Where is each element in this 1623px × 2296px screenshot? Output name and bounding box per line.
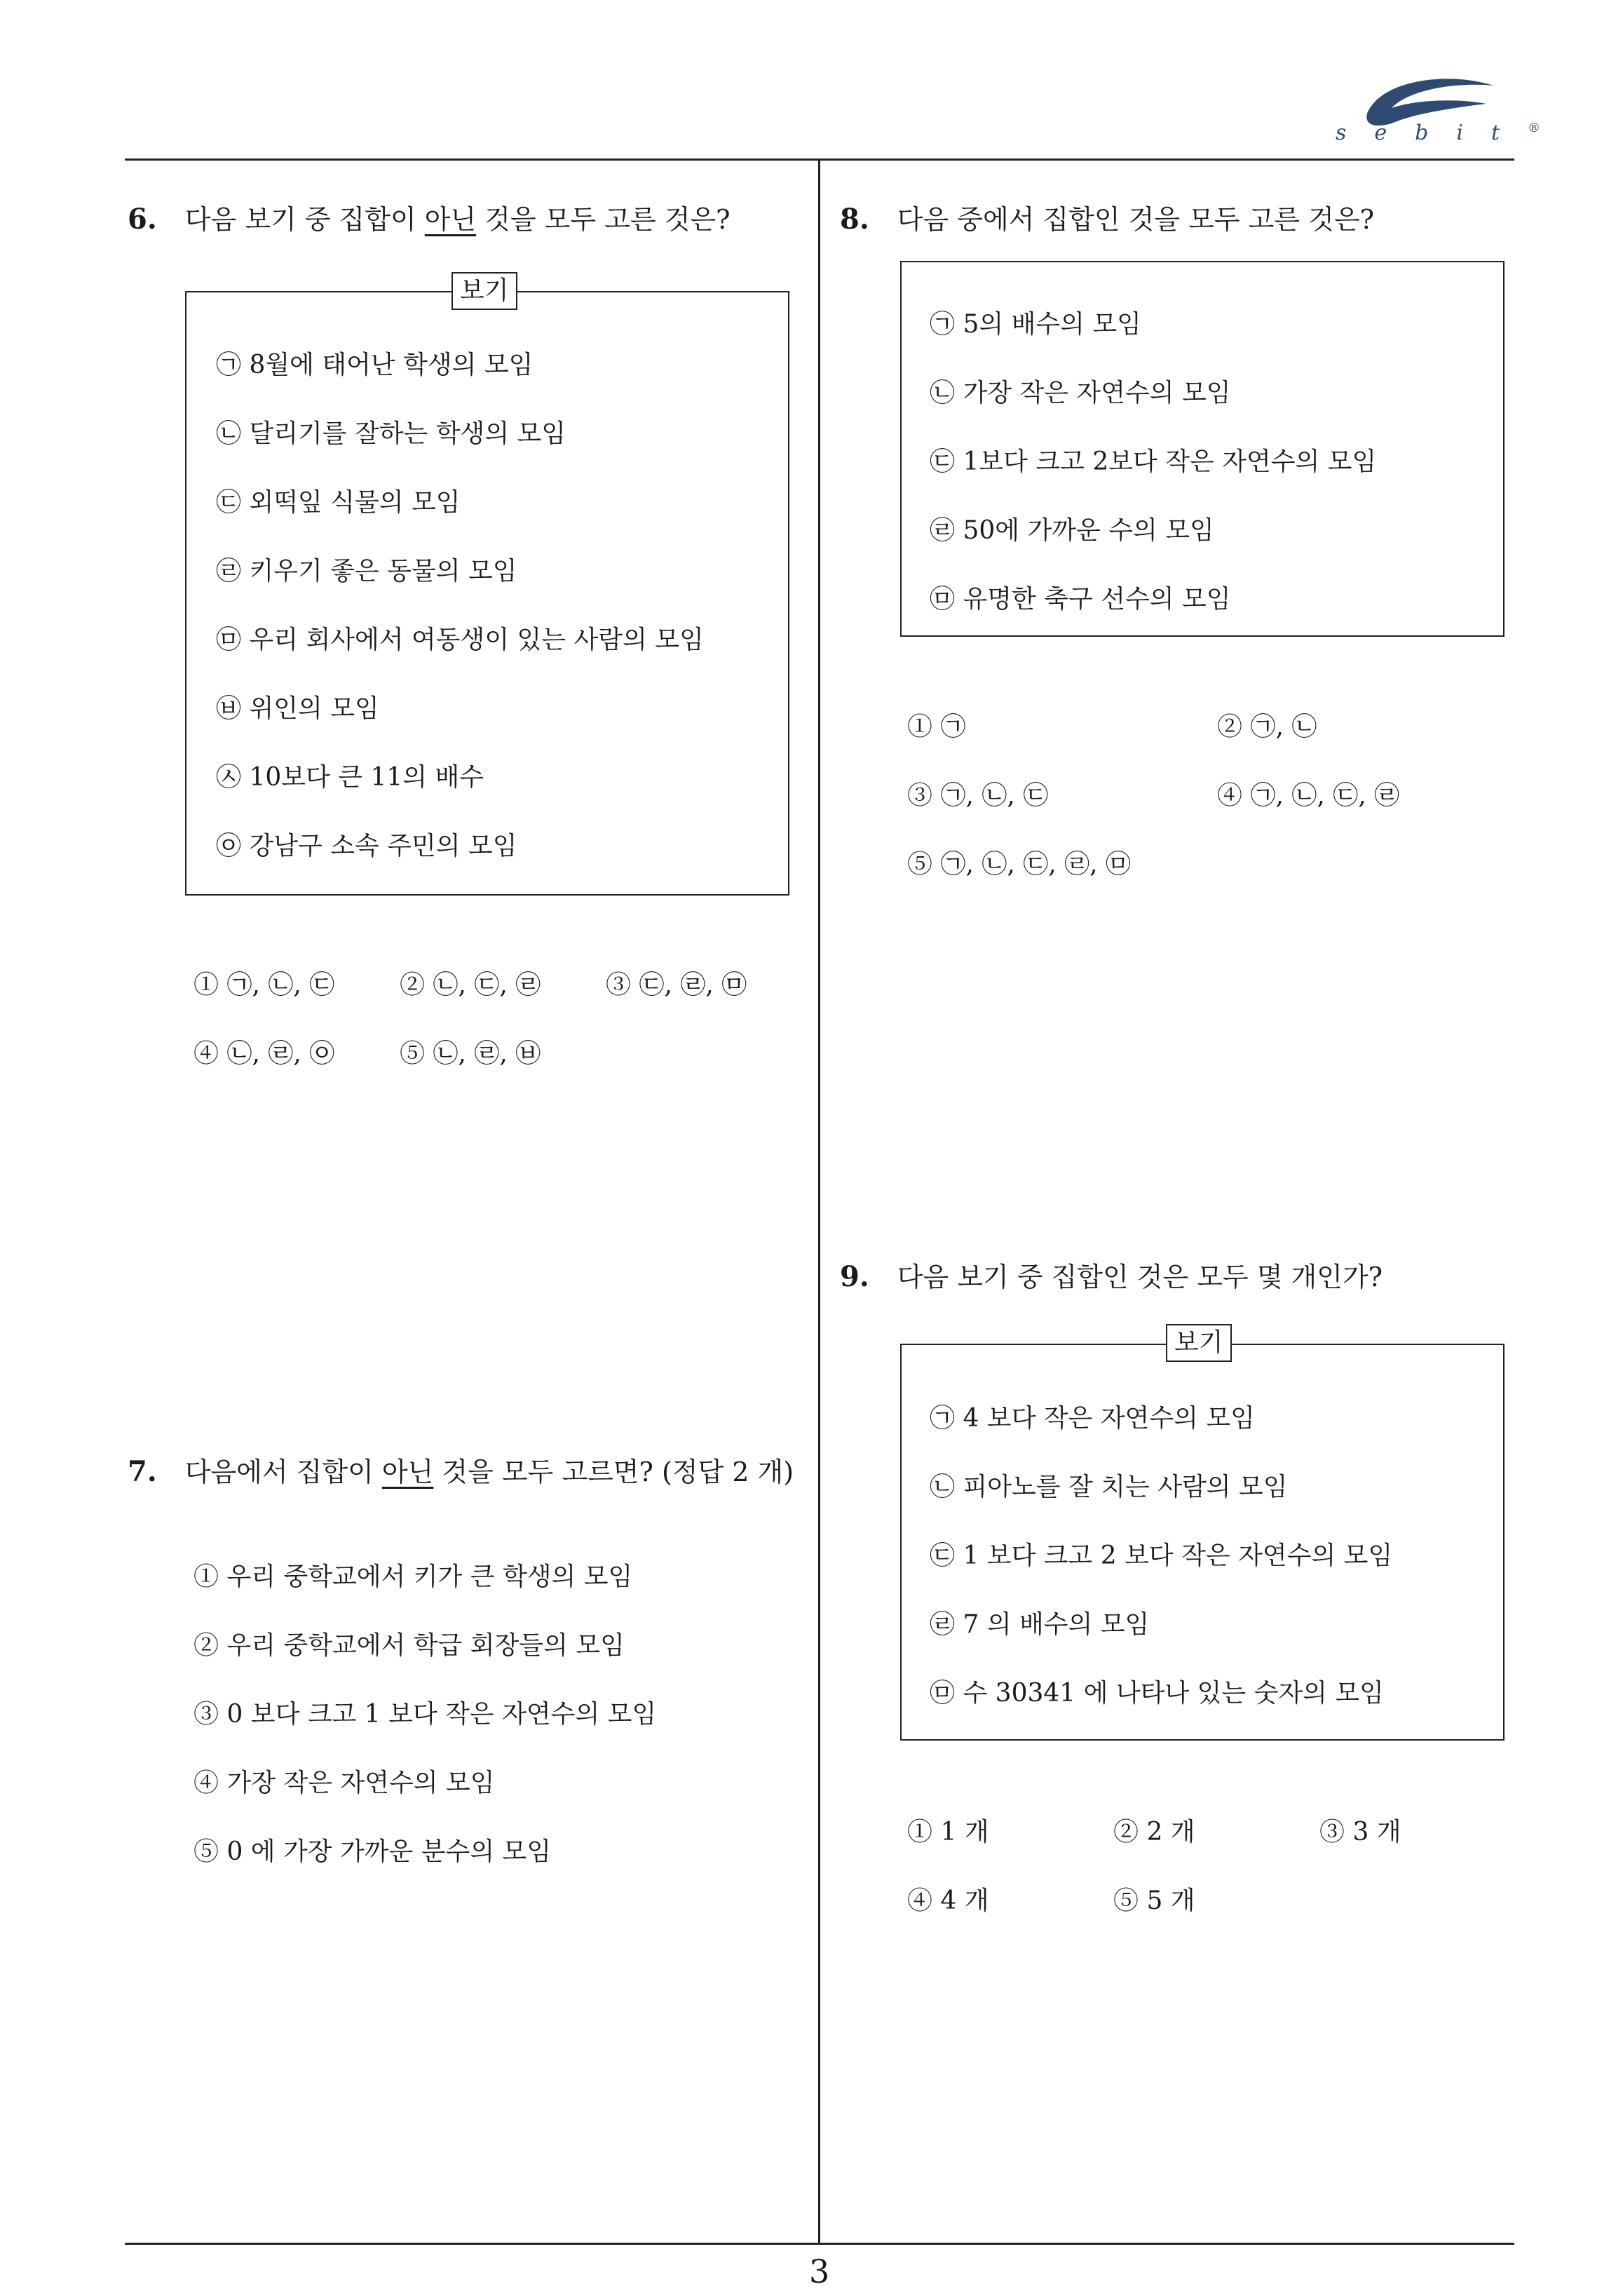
answer-choice[interactable]: ⑤ 5 개 xyxy=(1113,1886,1195,1915)
answer-choice[interactable]: ③ ㉢, ㉣, ㉤ xyxy=(606,971,747,999)
question-number: 6. xyxy=(128,203,157,236)
footer-rule xyxy=(125,2243,1514,2245)
page-number: 3 xyxy=(809,2253,830,2290)
question-number: 9. xyxy=(840,1260,869,1293)
bogi-item: ㉢ 외떡잎 식물의 모임 xyxy=(216,488,461,517)
answer-choice[interactable]: ① ㉠, ㉡, ㉢ xyxy=(193,971,335,999)
bogi-item: ㉤ 수 30341 에 나타나 있는 숫자의 모임 xyxy=(930,1679,1384,1708)
question-6: 6. 다음 보기 중 집합이 아닌 것을 모두 고른 것은? xyxy=(128,203,731,236)
question-8: 8. 다음 중에서 집합인 것을 모두 고른 것은? xyxy=(840,203,1374,236)
question-number: 7. xyxy=(128,1455,157,1488)
bogi-item: ㉥ 위인의 모임 xyxy=(216,694,379,723)
answer-choice[interactable]: ① ㉠ xyxy=(907,713,966,741)
column-divider xyxy=(818,158,820,2244)
bogi-label: 보기 xyxy=(1166,1324,1232,1362)
answer-choice[interactable]: ③ 0 보다 크고 1 보다 작은 자연수의 모임 xyxy=(193,1700,657,1729)
bogi-item: ㉠ 4 보다 작은 자연수의 모임 xyxy=(930,1404,1255,1433)
answer-choice[interactable]: ② 2 개 xyxy=(1113,1818,1195,1846)
answer-choice[interactable]: ⑤ 0 에 가장 가까운 분수의 모임 xyxy=(193,1837,552,1866)
answer-choice[interactable]: ⑤ ㉠, ㉡, ㉢, ㉣, ㉤ xyxy=(907,850,1131,879)
box-item: ㉡ 가장 작은 자연수의 모임 xyxy=(930,379,1231,407)
bogi-item: ㉣ 7 의 배수의 모임 xyxy=(930,1610,1150,1639)
question-9: 9. 다음 보기 중 집합인 것은 모두 몇 개인가? xyxy=(840,1260,1383,1293)
answer-choice[interactable]: ③ ㉠, ㉡, ㉢ xyxy=(907,781,1049,810)
bogi-label: 보기 xyxy=(451,272,517,310)
underlined-word: 아닌 xyxy=(381,1457,434,1487)
box-item: ㉣ 50에 가까운 수의 모임 xyxy=(930,516,1214,545)
bogi-item: ㉧ 강남구 소속 주민의 모임 xyxy=(216,832,517,860)
answer-choice[interactable]: ④ 가장 작은 자연수의 모임 xyxy=(193,1769,495,1797)
answer-choice[interactable]: ① 우리 중학교에서 키가 큰 학생의 모임 xyxy=(193,1562,633,1591)
question-number: 8. xyxy=(840,203,869,236)
bogi-box xyxy=(185,291,789,896)
bogi-item: ㉡ 피아노를 잘 치는 사람의 모임 xyxy=(930,1473,1288,1501)
bogi-item: ㉡ 달리기를 잘하는 학생의 모임 xyxy=(216,419,566,448)
answer-choice[interactable]: ① 1 개 xyxy=(907,1818,989,1846)
bogi-item: ㉤ 우리 회사에서 여동생이 있는 사람의 모임 xyxy=(216,626,704,654)
answer-choice[interactable]: ⑤ ㉡, ㉣, ㉥ xyxy=(400,1039,541,1068)
answer-choice[interactable]: ④ 4 개 xyxy=(907,1886,989,1915)
underlined-word: 아닌 xyxy=(424,204,477,235)
bogi-item: ㉣ 키우기 좋은 동물의 모임 xyxy=(216,557,517,586)
answer-choice[interactable]: ④ ㉠, ㉡, ㉢, ㉣ xyxy=(1217,781,1400,810)
box-item: ㉤ 유명한 축구 선수의 모임 xyxy=(930,585,1231,614)
answer-choice[interactable]: ② ㉠, ㉡ xyxy=(1217,713,1317,741)
box-item: ㉠ 5의 배수의 모임 xyxy=(930,310,1141,339)
answer-choice[interactable]: ② ㉡, ㉢, ㉣ xyxy=(400,971,541,999)
answer-choice[interactable]: ② 우리 중학교에서 학급 회장들의 모임 xyxy=(193,1631,625,1660)
box-item: ㉢ 1보다 크고 2보다 작은 자연수의 모임 xyxy=(930,447,1377,476)
answer-choice[interactable]: ④ ㉡, ㉣, ㉧ xyxy=(193,1039,335,1068)
answer-choice[interactable]: ③ 3 개 xyxy=(1319,1818,1401,1846)
bogi-item: ㉠ 8월에 태어난 학생의 모임 xyxy=(216,351,534,379)
bogi-item: ㉦ 10보다 큰 11의 배수 xyxy=(216,763,484,792)
question-7: 7. 다음에서 집합이 아닌 것을 모두 고르면? (정답 2 개) xyxy=(128,1455,794,1488)
bogi-item: ㉢ 1 보다 크고 2 보다 작은 자연수의 모임 xyxy=(930,1541,1393,1570)
logo-text: sebit® xyxy=(1336,121,1569,145)
